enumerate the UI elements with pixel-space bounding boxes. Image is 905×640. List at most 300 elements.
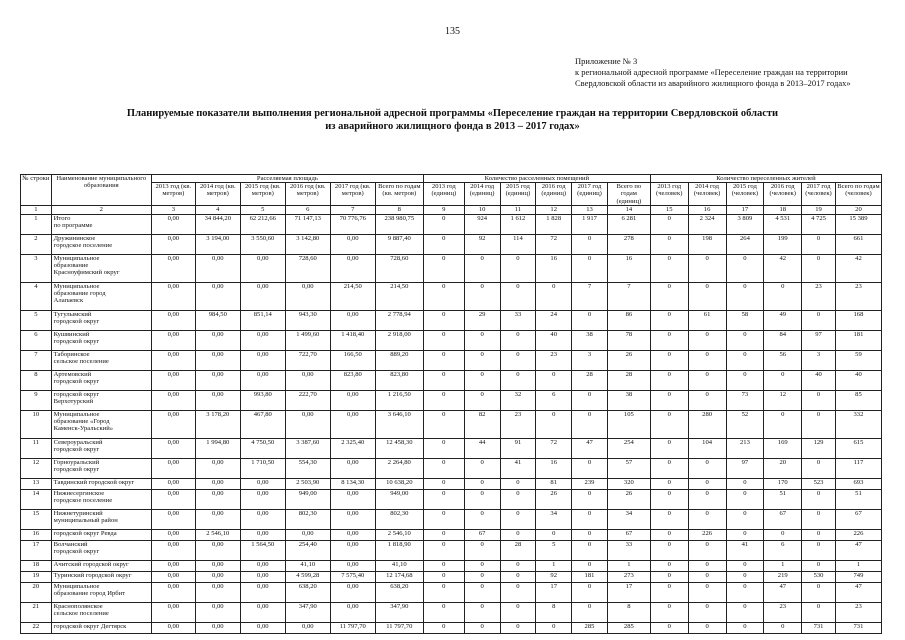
row-value: 0 (802, 390, 836, 410)
row-value: 0,00 (195, 560, 240, 571)
row-value: 802,30 (285, 509, 330, 529)
row-value: 0 (464, 571, 500, 582)
row-value: 0,00 (151, 330, 195, 350)
row-value: 0 (536, 370, 572, 390)
row-value: 0 (536, 622, 572, 633)
row-number: 12 (21, 458, 52, 478)
row-municipality-name: Тугулымский городской округ (51, 310, 151, 330)
subheader-rooms-4: 2017 год (единиц) (572, 183, 608, 206)
row-value: 7 (607, 282, 650, 310)
table-row (21, 410, 882, 438)
row-value: 693 (835, 478, 881, 489)
row-value: 0 (802, 310, 836, 330)
appendix-line: к региональной адресной программе «Переселение граждан на территории (575, 67, 848, 77)
row-value: 129 (802, 438, 836, 458)
column-number: 5 (240, 205, 285, 214)
row-value: 58 (726, 310, 764, 330)
row-value: 0,00 (195, 622, 240, 633)
row-value: 0,00 (330, 410, 375, 438)
column-number-row (21, 205, 882, 214)
row-value: 285 (572, 622, 608, 633)
row-value: 1 994,80 (195, 438, 240, 458)
row-number: 20 (21, 582, 52, 602)
row-value: 0 (802, 560, 836, 571)
row-value: 0,00 (151, 529, 195, 540)
row-value: 0 (500, 478, 536, 489)
row-value: 0 (423, 540, 464, 560)
appendix-line: Приложение № 3 (575, 56, 638, 66)
row-value: 0 (650, 529, 688, 540)
row-value: 41 (500, 458, 536, 478)
row-value: 0,00 (285, 370, 330, 390)
row-value: 0 (423, 350, 464, 370)
row-value: 0 (572, 529, 608, 540)
row-value: 0 (688, 458, 726, 478)
row-value: 1 564,50 (240, 540, 285, 560)
row-value: 214,50 (375, 282, 423, 310)
row-value: 278 (607, 234, 650, 254)
subheader-area-2: 2015 год (кв. метров) (240, 183, 285, 206)
row-value: 0,00 (285, 410, 330, 438)
row-value: 0,00 (240, 254, 285, 282)
row-value: 0,00 (330, 489, 375, 509)
row-value: 0,00 (151, 370, 195, 390)
table-row (21, 350, 882, 370)
row-value: 3 194,00 (195, 234, 240, 254)
row-value: 0,00 (151, 478, 195, 489)
row-value: 0 (464, 582, 500, 602)
row-value: 0 (464, 282, 500, 310)
row-value: 0 (764, 410, 802, 438)
row-value: 728,60 (375, 254, 423, 282)
row-value: 181 (572, 571, 608, 582)
row-value: 23 (835, 282, 881, 310)
row-value: 0,00 (330, 529, 375, 540)
row-value: 0 (572, 390, 608, 410)
table-row (21, 234, 882, 254)
row-value: 0 (802, 540, 836, 560)
row-value: 0 (650, 458, 688, 478)
row-number: 3 (21, 254, 52, 282)
row-value: 0 (423, 602, 464, 622)
row-value: 213 (726, 438, 764, 458)
row-value: 0 (423, 622, 464, 633)
row-value: 0,00 (240, 330, 285, 350)
row-value: 0,00 (330, 254, 375, 282)
row-value: 254,40 (285, 540, 330, 560)
row-value: 0 (423, 438, 464, 458)
column-number: 12 (536, 205, 572, 214)
row-value: 0 (688, 282, 726, 310)
row-value: 0 (726, 478, 764, 489)
column-number: 6 (285, 205, 330, 214)
table-row (21, 390, 882, 410)
row-number: 14 (21, 489, 52, 509)
row-value: 1 710,50 (240, 458, 285, 478)
row-value: 347,90 (375, 602, 423, 622)
row-value: 0,00 (285, 622, 330, 633)
row-value: 1 (835, 560, 881, 571)
row-value: 0,00 (195, 602, 240, 622)
row-value: 0 (572, 310, 608, 330)
row-value: 0 (500, 350, 536, 370)
row-value: 0 (500, 602, 536, 622)
row-number: 7 (21, 350, 52, 370)
row-value: 34 844,20 (195, 214, 240, 234)
row-value: 0 (650, 214, 688, 234)
column-number: 10 (464, 205, 500, 214)
row-value: 0 (726, 571, 764, 582)
row-value: 0,00 (330, 390, 375, 410)
column-number: 7 (330, 205, 375, 214)
row-value: 0,00 (195, 370, 240, 390)
row-value: 10 638,20 (375, 478, 423, 489)
appendix-line: Свердловской области из аварийного жилищного фонда в 2013–2017 годах» (575, 78, 851, 88)
header-num: № строки (21, 175, 52, 206)
row-municipality-name: Тавдинский городской округ (51, 478, 151, 489)
row-value: 41,10 (375, 560, 423, 571)
header-group-area: Расселяемая площадь (151, 175, 423, 183)
row-value: 0 (500, 560, 536, 571)
row-value: 0 (650, 350, 688, 370)
row-value: 23 (500, 410, 536, 438)
row-value: 12 (764, 390, 802, 410)
row-value: 12 174,68 (375, 571, 423, 582)
row-value: 8 134,30 (330, 478, 375, 489)
row-value: 0 (802, 602, 836, 622)
row-value: 823,80 (375, 370, 423, 390)
row-value: 2 778,94 (375, 310, 423, 330)
row-value: 0 (726, 330, 764, 350)
header-group-rooms: Количество расселенных помещений (423, 175, 650, 183)
row-value: 2 546,10 (195, 529, 240, 540)
row-value: 0 (726, 254, 764, 282)
table-row (21, 540, 882, 560)
row-value: 0 (726, 350, 764, 370)
row-value: 0,00 (195, 509, 240, 529)
row-value: 0 (500, 254, 536, 282)
row-value: 44 (464, 438, 500, 458)
subheader-area-4: 2017 год (кв. метров) (330, 183, 375, 206)
row-value: 47 (835, 582, 881, 602)
row-value: 0 (423, 282, 464, 310)
row-value: 17 (607, 582, 650, 602)
row-number: 10 (21, 410, 52, 438)
row-value: 0 (688, 560, 726, 571)
row-value: 0 (464, 540, 500, 560)
row-value: 0,00 (330, 560, 375, 571)
row-value: 0,00 (240, 560, 285, 571)
row-value: 0 (536, 410, 572, 438)
row-value: 0 (650, 571, 688, 582)
row-value: 993,80 (240, 390, 285, 410)
row-value: 11 797,70 (330, 622, 375, 633)
row-value: 26 (536, 489, 572, 509)
row-value: 3 (572, 350, 608, 370)
row-value: 0 (802, 254, 836, 282)
row-value: 86 (607, 310, 650, 330)
row-municipality-name: Краснополянское сельское поселение (51, 602, 151, 622)
row-value: 239 (572, 478, 608, 489)
row-value: 0,00 (240, 370, 285, 390)
row-value: 6 281 (607, 214, 650, 234)
row-value: 49 (764, 310, 802, 330)
row-value: 0,00 (240, 529, 285, 540)
row-value: 731 (802, 622, 836, 633)
row-value: 0 (423, 571, 464, 582)
row-value: 199 (764, 234, 802, 254)
row-value: 2 503,90 (285, 478, 330, 489)
row-value: 0,00 (195, 330, 240, 350)
row-value: 0 (764, 622, 802, 633)
table-row (21, 571, 882, 582)
row-value: 114 (500, 234, 536, 254)
row-value: 34 (607, 509, 650, 529)
row-value: 40 (802, 370, 836, 390)
row-value: 0,00 (151, 234, 195, 254)
row-value: 722,70 (285, 350, 330, 370)
row-value: 0 (726, 602, 764, 622)
row-municipality-name: Североуральский городской округ (51, 438, 151, 458)
row-municipality-name: Муниципальное образование город Алапаевск (51, 282, 151, 310)
row-value: 0 (500, 622, 536, 633)
row-value: 1 418,40 (330, 330, 375, 350)
row-number: 13 (21, 478, 52, 489)
row-value: 0 (500, 529, 536, 540)
column-number: 14 (607, 205, 650, 214)
row-value: 222,70 (285, 390, 330, 410)
row-value: 0 (572, 489, 608, 509)
column-number: 2 (51, 205, 151, 214)
row-value: 0,00 (151, 571, 195, 582)
header-name: Наименование муниципального образования (51, 175, 151, 206)
row-value: 0,00 (330, 234, 375, 254)
row-value: 3 142,80 (285, 234, 330, 254)
row-value: 82 (464, 410, 500, 438)
row-value: 0 (688, 370, 726, 390)
row-value: 0 (464, 509, 500, 529)
row-value: 97 (802, 330, 836, 350)
row-value: 2 325,40 (330, 438, 375, 458)
row-value: 33 (607, 540, 650, 560)
row-value: 16 (536, 458, 572, 478)
row-value: 0 (536, 529, 572, 540)
row-municipality-name: Муниципальное образование Красноуфимский округ (51, 254, 151, 282)
row-value: 0,00 (151, 350, 195, 370)
row-value: 523 (802, 478, 836, 489)
row-value: 72 (536, 234, 572, 254)
table-row (21, 509, 882, 529)
row-value: 104 (688, 438, 726, 458)
row-value: 949,00 (285, 489, 330, 509)
row-value: 0 (726, 489, 764, 509)
row-value: 28 (607, 370, 650, 390)
row-value: 67 (607, 529, 650, 540)
row-value: 0 (726, 582, 764, 602)
row-value: 62 212,66 (240, 214, 285, 234)
row-value: 0 (572, 560, 608, 571)
row-value: 0,00 (195, 254, 240, 282)
row-value: 1 818,90 (375, 540, 423, 560)
row-value: 0,00 (240, 478, 285, 489)
table-row (21, 282, 882, 310)
table-row (21, 602, 882, 622)
row-value: 40 (536, 330, 572, 350)
row-value: 226 (688, 529, 726, 540)
row-value: 0 (688, 254, 726, 282)
row-municipality-name: городской округ Ревда (51, 529, 151, 540)
document-title (0, 107, 905, 133)
column-number: 3 (151, 205, 195, 214)
row-value: 23 (802, 282, 836, 310)
table-body (21, 214, 882, 633)
row-value: 7 (572, 282, 608, 310)
row-value: 84 (764, 330, 802, 350)
row-value: 47 (572, 438, 608, 458)
row-value: 4 531 (764, 214, 802, 234)
row-value: 0,00 (240, 350, 285, 370)
row-value: 0,00 (240, 602, 285, 622)
row-value: 214,50 (330, 282, 375, 310)
row-value: 24 (536, 310, 572, 330)
row-value: 0,00 (151, 282, 195, 310)
row-value: 280 (688, 410, 726, 438)
row-value: 47 (764, 582, 802, 602)
row-value: 0 (726, 509, 764, 529)
row-value: 0 (688, 330, 726, 350)
row-value: 0,00 (195, 540, 240, 560)
row-value: 0 (650, 410, 688, 438)
row-value: 0,00 (240, 622, 285, 633)
row-value: 23 (536, 350, 572, 370)
table-row (21, 489, 882, 509)
subheader-area-5: Всего по годам (кв. метров) (375, 183, 423, 206)
row-value: 0 (500, 282, 536, 310)
row-value: 0,00 (195, 582, 240, 602)
row-value: 6 (764, 540, 802, 560)
row-value: 0,00 (151, 622, 195, 633)
table-row (21, 310, 882, 330)
row-value: 728,60 (285, 254, 330, 282)
row-value: 0,00 (151, 390, 195, 410)
row-number: 18 (21, 560, 52, 571)
row-value: 0 (688, 489, 726, 509)
row-value: 0 (536, 282, 572, 310)
row-value: 67 (764, 509, 802, 529)
row-value: 0 (688, 571, 726, 582)
row-value: 0 (688, 582, 726, 602)
row-value: 0 (650, 582, 688, 602)
row-value: 0 (650, 509, 688, 529)
row-value: 0 (464, 478, 500, 489)
row-value: 0 (650, 310, 688, 330)
table-row (21, 458, 882, 478)
row-value: 0 (688, 478, 726, 489)
row-value: 4 725 (802, 214, 836, 234)
column-number: 19 (802, 205, 836, 214)
row-municipality-name: городской округ Дегтярск (51, 622, 151, 633)
row-number: 9 (21, 390, 52, 410)
row-value: 226 (835, 529, 881, 540)
row-value: 0 (726, 622, 764, 633)
row-value: 219 (764, 571, 802, 582)
row-municipality-name: Горноуральский городской округ (51, 458, 151, 478)
row-value: 67 (835, 509, 881, 529)
row-value: 28 (572, 370, 608, 390)
row-value: 34 (536, 509, 572, 529)
row-value: 0,00 (195, 478, 240, 489)
row-value: 3 646,10 (375, 410, 423, 438)
row-value: 0 (464, 254, 500, 282)
row-value: 6 (536, 390, 572, 410)
row-value: 91 (500, 438, 536, 458)
row-value: 0 (650, 622, 688, 633)
row-value: 0,00 (151, 410, 195, 438)
page-number: 135 (445, 26, 460, 37)
row-value: 0,00 (195, 390, 240, 410)
row-value: 181 (835, 330, 881, 350)
row-value: 3 809 (726, 214, 764, 234)
row-value: 0 (764, 282, 802, 310)
row-value: 638,20 (285, 582, 330, 602)
column-number: 1 (21, 205, 52, 214)
row-value: 166,50 (330, 350, 375, 370)
subheader-people-1: 2014 год (человек) (688, 183, 726, 206)
row-value: 661 (835, 234, 881, 254)
row-number: 8 (21, 370, 52, 390)
subheader-rooms-1: 2014 год (единиц) (464, 183, 500, 206)
row-value: 0 (650, 540, 688, 560)
row-value: 0 (726, 370, 764, 390)
row-value: 0 (764, 370, 802, 390)
row-value: 0 (572, 582, 608, 602)
row-value: 85 (835, 390, 881, 410)
row-value: 0,00 (151, 458, 195, 478)
row-value: 0 (464, 390, 500, 410)
table-row (21, 582, 882, 602)
row-value: 0 (650, 370, 688, 390)
row-value: 0,00 (240, 582, 285, 602)
row-number: 5 (21, 310, 52, 330)
row-number: 2 (21, 234, 52, 254)
row-value: 1 (607, 560, 650, 571)
row-value: 0 (802, 234, 836, 254)
row-value: 23 (835, 602, 881, 622)
row-value: 0 (650, 489, 688, 509)
row-value: 0 (650, 254, 688, 282)
table-row (21, 529, 882, 540)
subheader-people-0: 2013 год (человек) (650, 183, 688, 206)
row-value: 15 389 (835, 214, 881, 234)
row-value: 117 (835, 458, 881, 478)
row-value: 0 (688, 622, 726, 633)
row-value: 0 (423, 214, 464, 234)
row-number: 16 (21, 529, 52, 540)
table-row (21, 438, 882, 458)
row-number: 21 (21, 602, 52, 622)
row-value: 3 178,20 (195, 410, 240, 438)
row-value: 0 (500, 330, 536, 350)
row-value: 41,10 (285, 560, 330, 571)
row-value: 4 599,28 (285, 571, 330, 582)
row-value: 51 (835, 489, 881, 509)
row-value: 168 (835, 310, 881, 330)
row-value: 0 (423, 234, 464, 254)
row-value: 73 (726, 390, 764, 410)
row-number: 1 (21, 214, 52, 234)
row-municipality-name: Нижнетуринский муниципальный район (51, 509, 151, 529)
row-value: 0,00 (240, 489, 285, 509)
